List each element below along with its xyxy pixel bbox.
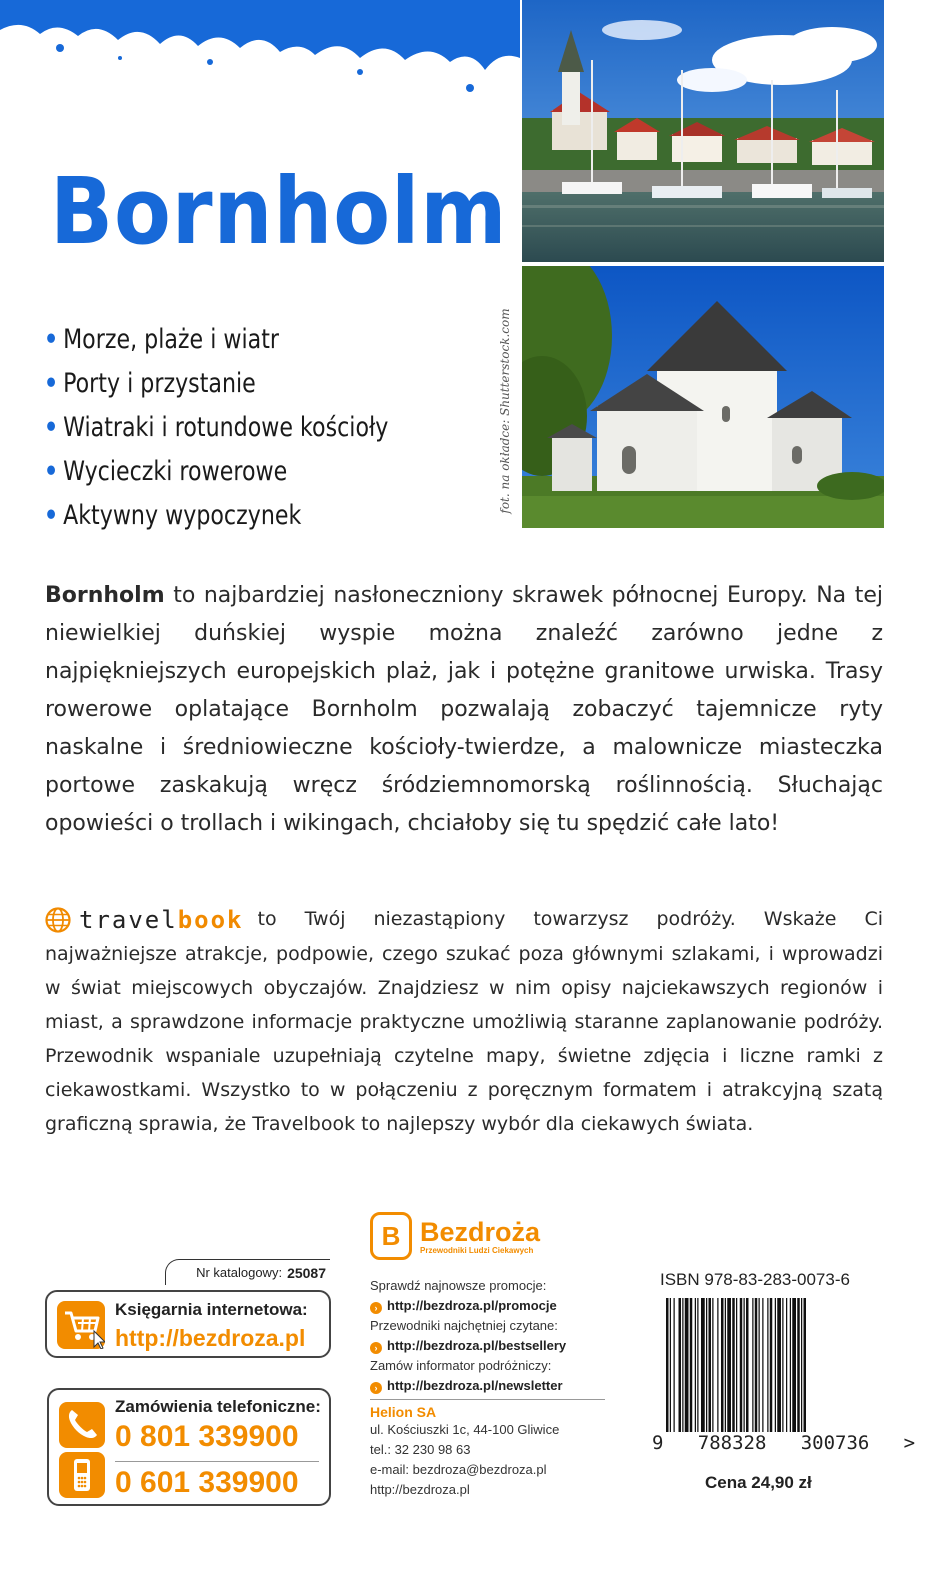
online-shop-link[interactable]: http://bezdroza.pl	[115, 1325, 306, 1351]
barcode-digits: 9 788328 300736 >	[652, 1432, 916, 1454]
phone-orders-box	[47, 1388, 331, 1506]
online-shop-label: Księgarnia internetowa:	[115, 1300, 308, 1319]
catalog-value: 25087	[287, 1264, 326, 1281]
company-website[interactable]: http://bezdroza.pl	[370, 1482, 470, 1497]
feature-text: Aktywny wypoczynek	[63, 500, 302, 531]
publisher-block	[370, 1212, 605, 1500]
travelbook-text: to Twój niezastąpiony towarzysz podróży. Wskaże Ci najważniejsze atrakcje, podpowie, czego szukać poza głównymi szlakami, i wprowadzi w świat miejscowych obyczajów. Znajdziesz w nim opisy najciekawszych regionów i miast, a sprawdzone informacje praktyczne umożliwią staranne zaplanowanie podróży. Przewodnik wspaniale uzupełniają czytelne mapy, świetne zdjęcia i liczne ramki z ciekawostkami. Wszystko to w połączeniu z poręcznym formatem i atrakcyjną szatą graficzną sprawia, że Travelbook to najlepszy wybór dla ciekawych świata.	[45, 908, 883, 1135]
photo-credit: fot. na okładce: Shutterstock.com	[498, 308, 512, 514]
bullet: •	[44, 368, 59, 399]
phone-number-landline[interactable]: 0 801 339900	[115, 1420, 299, 1453]
price: Cena 24,90 zł	[705, 1473, 812, 1492]
publisher-badge: B	[370, 1212, 412, 1260]
round-church-photo	[522, 266, 884, 528]
blue-brush-splash	[0, 0, 520, 110]
promo-link[interactable]: › http://bezdroza.pl/promocje	[370, 1296, 605, 1316]
bullet: •	[44, 324, 59, 355]
description-paragraph	[45, 577, 883, 843]
company-phone: tel.: 32 230 98 63	[370, 1442, 471, 1457]
travelbook-logo-travel: travel	[79, 905, 178, 934]
company-name: Helion SA	[370, 1404, 437, 1420]
feature-list	[44, 318, 464, 538]
book-title: Bornholm	[50, 158, 508, 265]
feature-item	[44, 318, 388, 362]
feature-text: Morze, plaże i wiatr	[63, 324, 280, 355]
arrow-right-icon: ›	[370, 1342, 382, 1354]
bullet: •	[44, 456, 59, 487]
newsletter-label: Zamów informator podróżniczy:	[370, 1358, 552, 1373]
divider	[115, 1461, 319, 1462]
publisher-links	[370, 1276, 605, 1396]
phone-handset-icon	[59, 1402, 105, 1448]
feature-item	[44, 362, 388, 406]
travelbook-logo-book: book	[177, 905, 244, 934]
isbn: ISBN 978-83-283-0073-6	[660, 1270, 850, 1289]
harbor-photo	[522, 0, 884, 262]
bullet: •	[44, 412, 59, 443]
arrow-right-icon: ›	[370, 1302, 382, 1314]
shopping-cart-icon	[57, 1301, 105, 1349]
catalog-label: Nr katalogowy:	[196, 1265, 283, 1280]
feature-text: Porty i przystanie	[63, 368, 256, 399]
travelbook-logo	[45, 903, 244, 937]
divider	[370, 1399, 605, 1400]
publisher-tagline: Przewodniki Ludzi Ciekawych	[420, 1245, 534, 1255]
bullet: •	[44, 500, 59, 531]
mobile-phone-icon	[59, 1452, 105, 1498]
bestsellers-label: Przewodniki najchętniej czytane:	[370, 1318, 558, 1333]
publisher-name: Bezdroża	[420, 1216, 541, 1247]
bestsellers-link[interactable]: › http://bezdroza.pl/bestsellery	[370, 1336, 605, 1356]
description-lead: Bornholm	[45, 583, 165, 608]
feature-text: Wiatraki i rotundowe kościoły	[63, 412, 389, 443]
arrow-right-icon: ›	[370, 1382, 382, 1394]
catalog-number	[165, 1259, 330, 1285]
newsletter-link[interactable]: › http://bezdroza.pl/newsletter	[370, 1376, 605, 1396]
cover-photos	[522, 0, 884, 528]
feature-text: Wycieczki rowerowe	[63, 456, 288, 487]
feature-item	[44, 494, 388, 538]
promo-label: Sprawdź najnowsze promocje:	[370, 1278, 547, 1293]
company-address: ul. Kościuszki 1c, 44-100 Gliwice	[370, 1422, 560, 1437]
description-text: to najbardziej nasłoneczniony skrawek północnej Europy. Na tej niewielkiej duńskiej wyspie można znaleźć zarówno jedne z najpiękniejszych europejskich plaż, jak i potężne granitowe urwiska. Trasy rowerowe oplatające Bornholm pozwalają zobaczyć tajemnicze ryty naskalne i średniowieczne kościoły-twierdze, a malownicze miasteczka portowe zaskakują wręcz śródziemnomorską roślinnością. Słuchając opowieści o trollach i wikingach, chciałoby się tu spędzić całe lato!	[45, 583, 883, 836]
feature-item	[44, 450, 388, 494]
feature-item	[44, 406, 388, 450]
company-email[interactable]: e-mail: bezdroza@bezdroza.pl	[370, 1462, 547, 1477]
publisher-logo	[370, 1212, 605, 1260]
online-shop-box	[45, 1290, 331, 1358]
barcode	[666, 1298, 862, 1432]
phone-number-mobile[interactable]: 0 601 339900	[115, 1466, 299, 1499]
phone-orders-label: Zamówienia telefoniczne:	[115, 1397, 321, 1416]
travelbook-paragraph	[45, 902, 883, 1141]
globe-icon	[45, 907, 71, 933]
